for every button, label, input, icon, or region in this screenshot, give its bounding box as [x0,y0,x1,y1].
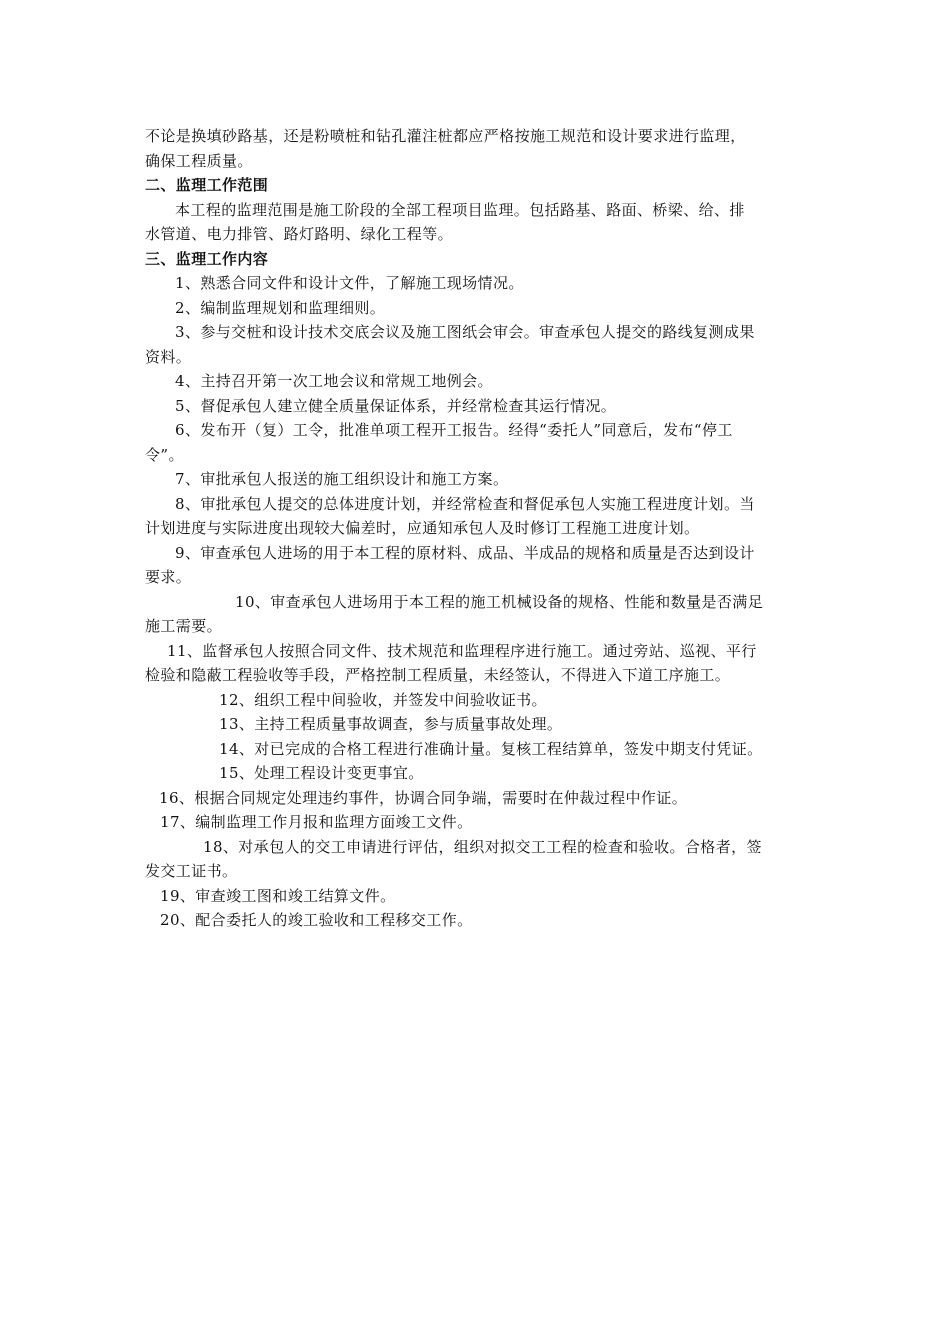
list-item: 17、编制监理工作月报和监理方面竣工文件。 [160,813,473,831]
list-item: 3、参与交桩和设计技术交底会议及施工图纸会审会。审查承包人提交的路线复测成果 [175,323,755,341]
list-item: 16、根据合同规定处理违约事件，协调合同争端，需要时在仲裁过程中作证。 [159,788,688,807]
body-line: 本工程的监理范围是施工阶段的全部工程项目监理。包括路基、路面、桥梁、给、排 [175,200,745,219]
section-heading-scope: 二、监理工作范围 [145,176,269,194]
list-item: 19、审查竣工图和竣工结算文件。 [160,886,396,905]
document-body [145,124,810,933]
list-item: 12、组织工程中间验收，并签发中间验收证书。 [219,690,547,709]
list-item: 11、监督承包人按照合同文件、技术规范和监理程序进行施工。通过旁站、巡视、平行 [167,641,757,660]
list-item: 9、审查承包人进场的用于本工程的原材料、成品、半成品的规格和质量是否达到设计 [175,543,755,562]
list-item-continuation: 要求。 [145,568,192,586]
list-item: 6、发布开（复）工令，批准单项工程开工报告。经得“委托人”同意后，发布“停工 [175,421,733,439]
list-item: 8、审批承包人提交的总体进度计划，并经常检查和督促承包人实施工程进度计划。当 [175,494,755,513]
list-item: 5、督促承包人建立健全质量保证体系，并经常检查其运行情况。 [175,396,617,415]
list-item: 2、编制监理规划和监理细则。 [175,298,386,317]
list-item: 14、对已完成的合格工程进行准确计量。复核工程结算单，签发中期支付凭证。 [219,739,763,758]
list-item: 20、配合委托人的竣工验收和工程移交工作。 [160,911,473,929]
list-item: 10、审查承包人进场用于本工程的施工机械设备的规格、性能和数量是否满足 [235,592,764,611]
list-item-continuation: 计划进度与实际进度出现较大偏差时，应通知承包人及时修订工程施工进度计划。 [145,519,700,537]
list-item: 4、主持召开第一次工地会议和常规工地例会。 [175,372,493,390]
body-line: 不论是换填砂路基，还是粉喷桩和钻孔灌注桩都应严格按施工规范和设计要求进行监理， [145,127,746,145]
body-line: 确保工程质量。 [145,151,253,170]
body-line: 水管道、电力排管、路灯路明、绿化工程等。 [145,225,454,243]
list-item-continuation: 检验和隐蔽工程验收等手段，严格控制工程质量，未经签认，不得进入下道工序施工。 [145,666,731,684]
list-item: 7、审批承包人报送的施工组织设计和施工方案。 [175,470,509,488]
list-item: 15、处理工程设计变更事宜。 [219,764,424,782]
list-item-continuation: 发交工证书。 [145,862,238,880]
list-item-continuation: 施工需要。 [145,617,223,635]
list-item-continuation: 资料。 [145,347,192,366]
list-item: 13、主持工程质量事故调查，参与质量事故处理。 [219,715,563,733]
list-item-continuation: 令”。 [145,445,184,464]
list-item: 18、对承包人的交工申请进行评估，组织对拟交工工程的检查和验收。合格者，签 [203,837,762,856]
list-item: 1、熟悉合同文件和设计文件，了解施工现场情况。 [175,274,524,292]
section-heading-content: 三、监理工作内容 [145,249,269,268]
